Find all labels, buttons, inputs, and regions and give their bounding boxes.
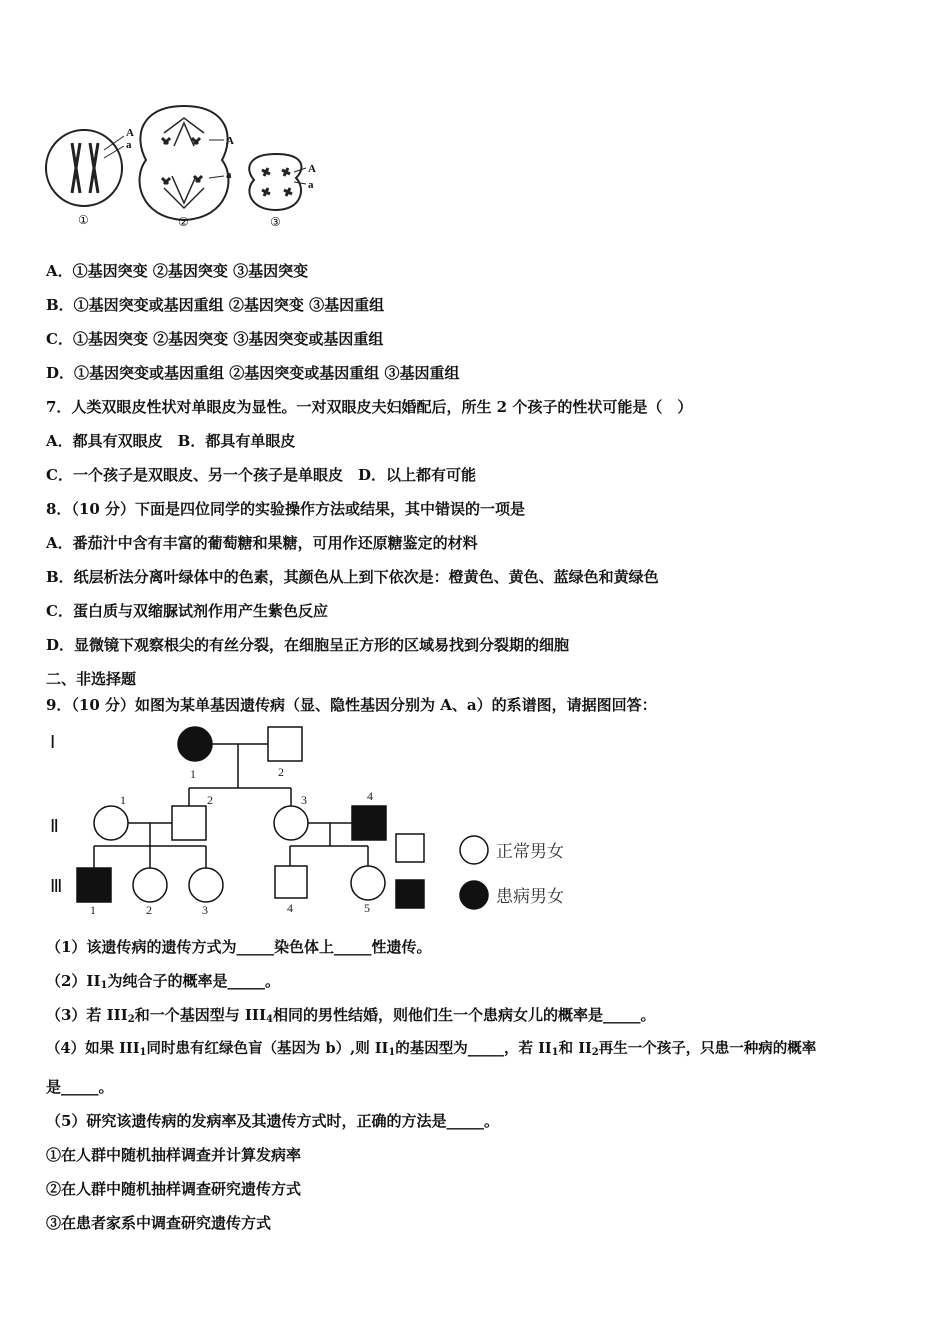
q7-stem: 7．人类双眼皮性状对单眼皮为显性。一对双眼皮夫妇婚配后，所生 2 个孩子的性状可能是（ ） (46, 398, 693, 416)
person-I-1 (178, 727, 212, 761)
legend-affected-female (460, 881, 488, 909)
num-III-4: 4 (287, 901, 293, 915)
q8-stem: 8．（10 分）下面是四位同学的实验操作方法或结果，其中错误的一项是 (46, 500, 526, 518)
method-1: ①在人群中随机抽样调查并计算发病率 (46, 1146, 302, 1164)
person-II-3 (274, 806, 308, 840)
num-II-2: 2 (207, 793, 213, 807)
cell-division-figure (44, 98, 314, 228)
person-II-4 (352, 806, 386, 840)
q9-sub3: （3）若 $III_2$和一个基因型与 $III_4$相同的男性结婚，则他们生一个患病女儿的概率是_____。 (46, 1006, 656, 1025)
generation-label-1: Ⅰ (50, 732, 56, 752)
person-III-3 (189, 868, 223, 902)
q9-sub4-cont: 是_____。 (46, 1078, 114, 1096)
num-III-2: 2 (146, 903, 152, 917)
legend-affected-male (396, 880, 424, 908)
allele-label-a-2: a (226, 169, 232, 181)
num-III-3: 3 (202, 903, 208, 917)
person-III-5 (351, 866, 385, 900)
q7-options-cd: C．一个孩子是双眼皮、另一个孩子是单眼皮 D．以上都有可能 (46, 466, 476, 484)
q6-option-c: C．①基因突变 ②基因突变 ③基因突变或基因重组 (46, 330, 384, 348)
legend-affected-label: 患病男女 (496, 887, 564, 907)
allele-label-A-1: A (126, 127, 134, 139)
legend-normal-female (460, 836, 488, 864)
num-I-1: 1 (190, 767, 196, 781)
allele-label-a-1: a (126, 139, 132, 151)
num-III-5: 5 (364, 901, 370, 915)
person-I-2 (268, 727, 302, 761)
pedigree-chart (44, 722, 584, 922)
person-II-2 (172, 806, 206, 840)
num-I-2: 2 (278, 765, 284, 779)
generation-label-3: Ⅲ (50, 876, 63, 896)
q6-option-b: B．①基因突变或基因重组 ②基因突变 ③基因重组 (46, 296, 385, 314)
legend-normal-male (396, 834, 424, 862)
method-3: ③在患者家系中调查研究遗传方式 (46, 1214, 272, 1232)
cell-label-2: ② (178, 215, 189, 229)
method-2: ②在人群中随机抽样调查研究遗传方式 (46, 1180, 302, 1198)
q8-option-d: D．显微镜下观察根尖的有丝分裂，在细胞呈正方形的区域易找到分裂期的细胞 (46, 636, 570, 654)
q8-option-c: C．蛋白质与双缩脲试剂作用产生紫色反应 (46, 602, 328, 620)
person-III-1 (77, 868, 111, 902)
num-II-3: 3 (301, 793, 307, 807)
q9-sub1: （1）该遗传病的遗传方式为_____染色体上_____性遗传。 (46, 938, 432, 956)
q9-sub4: （4）如果 $III_1$同时患有红绿色盲（基因为 b）,则 $II_1$的基因型为_____，若 $II_1$和 $II_2$再生一个孩子，只患一种病的概率 (46, 1040, 817, 1058)
num-II-4: 4 (367, 789, 373, 803)
q8-option-b: B．纸层析法分离叶绿体中的色素，其颜色从上到下依次是：橙黄色、黄色、蓝绿色和黄绿色 (46, 568, 659, 586)
num-III-1: 1 (90, 903, 96, 917)
person-III-4 (275, 866, 307, 898)
q9-sub5: （5）研究该遗传病的发病率及其遗传方式时，正确的方法是_____。 (46, 1112, 499, 1130)
q7-options-ab: A．都具有双眼皮 B．都具有单眼皮 (46, 432, 296, 450)
q6-option-d: D．①基因突变或基因重组 ②基因突变或基因重组 ③基因重组 (46, 364, 460, 382)
section-heading: 二、非选择题 (46, 670, 137, 688)
cell-label-1: ① (78, 213, 89, 227)
person-II-1 (94, 806, 128, 840)
num-II-1: 1 (120, 793, 126, 807)
q8-option-a: A．番茄汁中含有丰富的葡萄糖和果糖，可用作还原糖鉴定的材料 (46, 534, 478, 552)
allele-label-A-3: A (308, 163, 316, 175)
person-III-2 (133, 868, 167, 902)
allele-label-A-2: A (226, 135, 234, 147)
q9-sub2: $(2)II_1$为纯合子的概率是_____。 (46, 972, 280, 991)
q6-option-a: A．①基因突变 ②基因突变 ③基因突变 (46, 262, 309, 280)
allele-label-a-3: a (308, 179, 314, 191)
cell-label-3: ③ (270, 215, 281, 229)
legend-normal-label: 正常男女 (496, 842, 564, 862)
generation-label-2: Ⅱ (50, 816, 59, 836)
q9-stem: 9．（10 分）如图为某单基因遗传病（显、隐性基因分别为 A、a）的系谱图，请据图回答： (46, 696, 657, 714)
